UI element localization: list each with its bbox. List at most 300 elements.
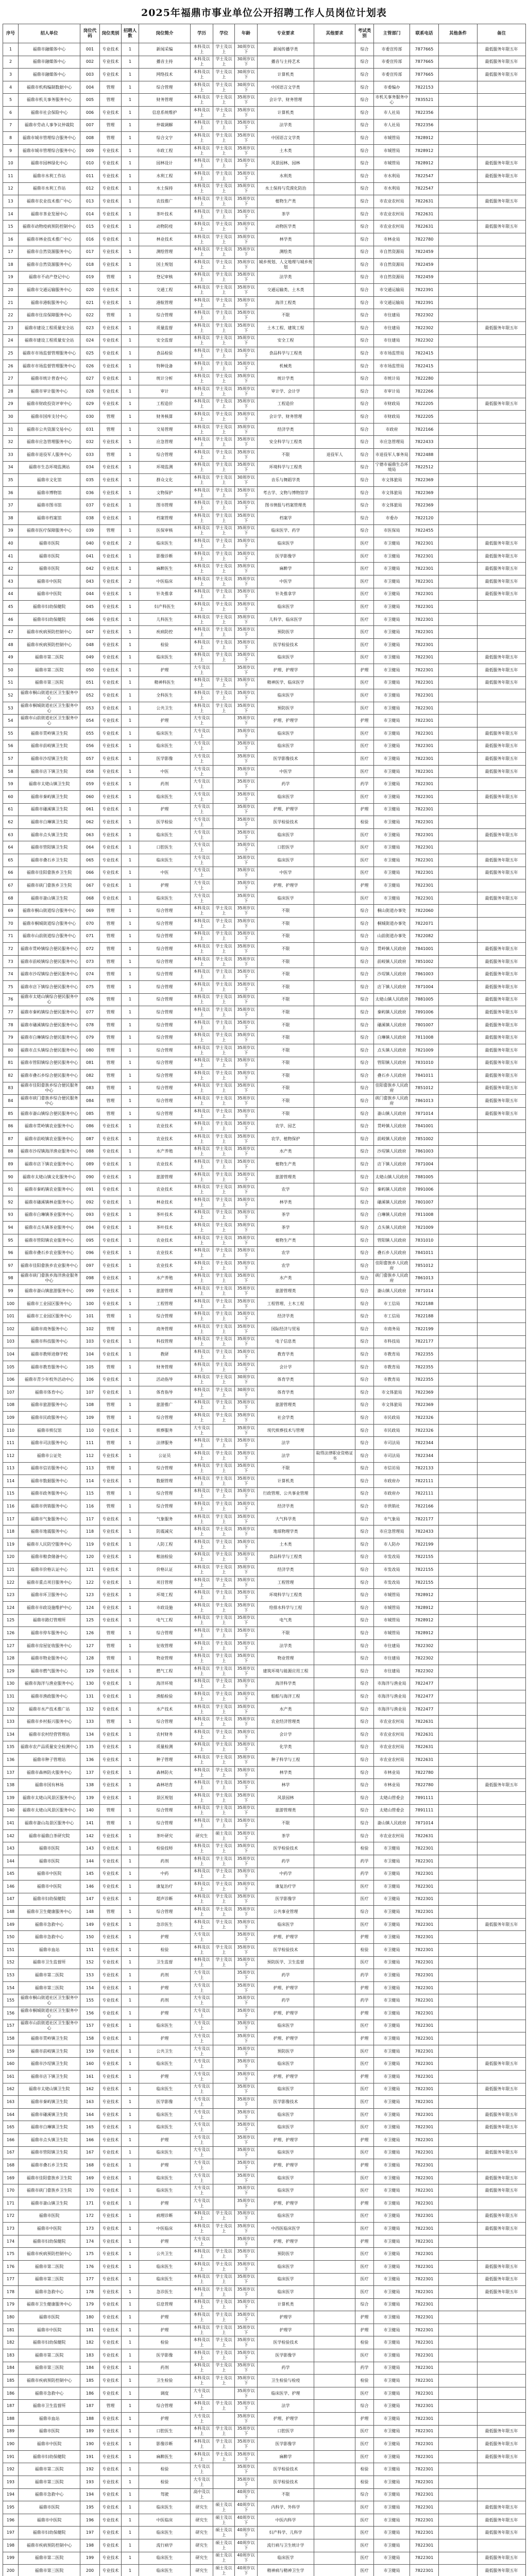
table-cell: 专业技术: [100, 398, 122, 411]
table-cell: 学士及以上: [213, 157, 235, 170]
table-cell: 本科及以上: [191, 1741, 213, 1754]
table-cell: 市卫健局: [374, 791, 410, 804]
table-cell: 学士及以上: [213, 1222, 235, 1234]
table-cell: [439, 2071, 478, 2083]
table-cell: 中医学: [258, 765, 314, 778]
table-cell: 067: [80, 879, 100, 892]
table-cell: 市卫健局: [374, 588, 410, 601]
table-cell: [439, 296, 478, 309]
table-cell: 综合: [355, 157, 374, 170]
table-cell: 学士及以上: [213, 56, 235, 69]
table-cell: 1: [122, 2463, 139, 2476]
table-cell: 福鼎市国库支付中心: [19, 411, 80, 423]
table-cell: 市卫健局: [374, 702, 410, 715]
table-cell: 035: [80, 474, 100, 487]
table-cell: 24: [3, 334, 19, 347]
table-cell: [439, 1855, 478, 1868]
table-cell: 1: [122, 221, 139, 233]
table-cell: 35周岁以下: [235, 588, 258, 601]
table-cell: 1: [122, 2273, 139, 2286]
table-cell: [314, 2476, 355, 2489]
table-cell: 1: [122, 588, 139, 601]
table-cell: [439, 1335, 478, 1348]
table-cell: [314, 765, 355, 778]
table-cell: 福鼎市嵛山镇综合便民服务中心: [19, 1107, 80, 1120]
table-cell: 管理: [100, 993, 122, 1006]
table-cell: 076: [80, 993, 100, 1006]
table-cell: 本科及以上: [191, 1386, 213, 1399]
table-cell: 本科及以上: [191, 1538, 213, 1551]
table-cell: 临床医学: [258, 740, 314, 753]
table-cell: [439, 1285, 478, 1298]
table-cell: 大专及以上: [191, 2133, 213, 2146]
table-row: [3, 1323, 526, 1335]
table-cell: 35周岁以下: [235, 1956, 258, 1969]
table-cell: 最低服务年限五年: [478, 791, 526, 804]
table-cell: 学士及以上: [213, 2286, 235, 2299]
table-row: [3, 1614, 526, 1627]
table-cell: 7822415: [410, 347, 439, 360]
table-cell: 茶叶技术: [139, 1222, 191, 1234]
table-cell: 35周岁以下: [235, 1868, 258, 1880]
table-cell: 1: [122, 943, 139, 956]
table-cell: 福鼎市白琳镇综合便民服务中心: [19, 1031, 80, 1044]
table-cell: 市卫健局: [374, 2210, 410, 2223]
table-cell: 130: [80, 1677, 100, 1690]
table-cell: 专业技术: [100, 1234, 122, 1247]
table-cell: 医疗: [355, 2565, 374, 2576]
table-cell: 市农业农村局: [374, 1829, 410, 1842]
table-cell: [478, 2387, 526, 2400]
table-cell: 市卫健局: [374, 816, 410, 829]
table-cell: 学士及以上: [213, 461, 235, 474]
table-cell: 学士及以上: [213, 119, 235, 132]
table-cell: 旅游管理: [139, 1171, 191, 1183]
table-row: [3, 1487, 526, 1500]
table-cell: 专业技术: [100, 2133, 122, 2146]
table-cell: 专业技术: [100, 334, 122, 347]
table-cell: 学士及以上: [213, 1639, 235, 1652]
table-cell: [314, 854, 355, 867]
table-cell: 7822301: [410, 2223, 439, 2235]
table-cell: [314, 1576, 355, 1589]
table-cell: 7822459: [410, 259, 439, 272]
table-cell: [478, 1513, 526, 1526]
table-cell: 116: [80, 1500, 100, 1513]
table-cell: 122: [3, 1576, 19, 1589]
table-cell: 综合管理: [139, 980, 191, 993]
table-cell: 福鼎市中医院: [19, 588, 80, 601]
table-body: [3, 43, 526, 2576]
table-cell: 169: [3, 2172, 19, 2184]
table-cell: 1: [122, 689, 139, 702]
table-cell: 检验: [355, 816, 374, 829]
table-cell: 林业技术: [139, 233, 191, 246]
table-cell: 1: [122, 1183, 139, 1196]
table-cell: 7822177: [410, 1513, 439, 1526]
table-cell: 福鼎市秦屿镇卫生院: [19, 2096, 80, 2109]
table-cell: 福鼎市气象服务中心: [19, 1513, 80, 1526]
table-cell: 1: [122, 702, 139, 715]
table-cell: 学士及以上: [213, 2375, 235, 2387]
table-cell: 最低服务年限五年: [478, 2172, 526, 2184]
table-cell: 141: [80, 1817, 100, 1830]
table-cell: [439, 1095, 478, 1108]
table-cell: 医疗: [355, 740, 374, 753]
table-cell: 128: [80, 1652, 100, 1665]
table-cell: 福鼎市数据服务中心: [19, 1475, 80, 1488]
table-cell: 学士及以上: [213, 1677, 235, 1690]
table-cell: 福鼎市重点项目服务中心: [19, 1576, 80, 1589]
table-row: [3, 1918, 526, 1931]
table-cell: [478, 1412, 526, 1425]
table-cell: [478, 512, 526, 524]
table-cell: 食品科学与工程类: [258, 347, 314, 360]
table-cell: 7822301: [410, 2197, 439, 2210]
table-cell: [478, 1855, 526, 1868]
table-cell: 7822301: [410, 715, 439, 727]
table-cell: 35周岁以下: [235, 1145, 258, 1158]
table-cell: 农业技术: [139, 1133, 191, 1146]
table-cell: 市卫健局: [374, 753, 410, 766]
table-cell: 本科及以上: [191, 1639, 213, 1652]
table-cell: 50: [3, 664, 19, 677]
table-cell: 国土规划: [139, 259, 191, 272]
table-cell: [314, 1070, 355, 1082]
table-cell: 35周岁以下: [235, 689, 258, 702]
table-cell: 22: [3, 309, 19, 322]
table-cell: 福鼎市卫生健康服务中心: [19, 2298, 80, 2311]
table-cell: 151: [80, 1944, 100, 1957]
table-cell: 会计学、财务管理: [258, 411, 314, 423]
table-cell: 175: [80, 2248, 100, 2261]
table-cell: 123: [3, 1589, 19, 1602]
table-cell: 综合: [355, 1171, 374, 1183]
table-cell: 市气象局: [374, 1513, 410, 1526]
table-cell: 7822301: [410, 2248, 439, 2261]
table-cell: 学士及以上: [213, 512, 235, 524]
table-cell: 52: [3, 689, 19, 702]
table-cell: 160: [80, 2058, 100, 2071]
table-cell: [439, 2273, 478, 2286]
table-cell: [314, 2146, 355, 2159]
table-cell: 市卫健局: [374, 2096, 410, 2109]
table-cell: 市卫健局: [374, 778, 410, 791]
table-cell: [314, 2210, 355, 2223]
table-cell: 168: [3, 2159, 19, 2172]
table-cell: 35周岁以下: [235, 1006, 258, 1019]
table-cell: 180: [3, 2311, 19, 2324]
table-row: [3, 436, 526, 449]
table-cell: [439, 1437, 478, 1450]
table-cell: 学士及以上: [213, 1804, 235, 1817]
table-cell: 综合: [355, 1095, 374, 1108]
table-cell: 福鼎市乡村振兴服务中心: [19, 1716, 80, 1728]
table-cell: 1: [122, 651, 139, 664]
table-cell: 102: [3, 1323, 19, 1335]
table-row: [3, 2260, 526, 2273]
table-row: [3, 1437, 526, 1450]
table-cell: [314, 2450, 355, 2463]
table-cell: [439, 486, 478, 499]
table-cell: [314, 1766, 355, 1779]
table-cell: 福鼎市市场监督管理服务中心: [19, 360, 80, 372]
table-cell: 7822301: [410, 651, 439, 664]
table-row: [3, 537, 526, 550]
table-cell: 103: [3, 1335, 19, 1348]
table-cell: 学士及以上: [213, 1690, 235, 1703]
table-row: [3, 1906, 526, 1919]
table-cell: [314, 2020, 355, 2032]
table-cell: 市农业农村局: [374, 221, 410, 233]
table-cell: 055: [80, 727, 100, 740]
table-cell: [439, 1500, 478, 1513]
table-cell: 052: [80, 689, 100, 702]
table-cell: 茶叶技术: [139, 1209, 191, 1222]
table-cell: 综合: [355, 246, 374, 259]
table-cell: 7822301: [410, 2438, 439, 2451]
table-cell: 专业技术: [100, 2184, 122, 2197]
table-cell: 不限: [258, 1817, 314, 1830]
table-cell: 110: [80, 1424, 100, 1437]
table-row: [3, 1564, 526, 1577]
table-cell: 大专及以上: [191, 2108, 213, 2121]
table-cell: 108: [3, 1399, 19, 1412]
table-cell: 福鼎市管阳镇综合便民服务中心: [19, 1057, 80, 1070]
table-cell: 本科及以上: [191, 1956, 213, 1969]
table-cell: 35周岁以下: [235, 2476, 258, 2489]
table-cell: 市卫健局: [374, 2565, 410, 2576]
table-cell: 177: [80, 2273, 100, 2286]
table-cell: 7822133: [410, 1462, 439, 1475]
table-cell: [213, 2488, 235, 2501]
table-row: [3, 2413, 526, 2426]
table-cell: 福鼎市港航服务中心: [19, 296, 80, 309]
table-cell: 148: [3, 1906, 19, 1919]
table-cell: 35周岁以下: [235, 398, 258, 411]
table-cell: 福鼎市疾病预防控制中心: [19, 626, 80, 639]
table-cell: 本科及以上: [191, 1044, 213, 1057]
table-cell: 最低服务年限五年: [478, 2108, 526, 2121]
table-cell: 本科及以上: [191, 1209, 213, 1222]
table-cell: 精神病与精神卫生学: [258, 2565, 314, 2576]
table-cell: 本科及以上: [191, 1070, 213, 1082]
table-row: [3, 854, 526, 867]
table-cell: [439, 917, 478, 930]
table-cell: 本科及以上: [191, 309, 213, 322]
table-cell: 35周岁以下: [235, 1335, 258, 1348]
table-cell: 7822415: [410, 360, 439, 372]
table-cell: 169: [80, 2172, 100, 2184]
table-row: [3, 182, 526, 195]
table-cell: [439, 2476, 478, 2489]
table-cell: [439, 2020, 478, 2032]
table-cell: 1: [122, 69, 139, 81]
table-cell: 077: [80, 1006, 100, 1019]
table-cell: 福鼎市疾病预防控制中心: [19, 638, 80, 651]
table-cell: 市卫健局: [374, 626, 410, 639]
table-cell: 150: [80, 1931, 100, 1944]
table-cell: [314, 271, 355, 284]
table-cell: 综合: [355, 398, 374, 411]
table-cell: 35周岁以下: [235, 765, 258, 778]
table-cell: [314, 1374, 355, 1386]
recruitment-table: [3, 24, 526, 2576]
table-cell: 福鼎市交通运输服务中心: [19, 284, 80, 297]
table-cell: 综合: [355, 1386, 374, 1399]
table-cell: 1: [122, 157, 139, 170]
table-cell: 学士及以上: [213, 1272, 235, 1285]
table-cell: 综合: [355, 1690, 374, 1703]
table-cell: 综合管理: [139, 1070, 191, 1082]
table-cell: 电子信息类: [258, 1335, 314, 1348]
table-cell: 专业技术: [100, 715, 122, 727]
table-cell: 7831010: [410, 1057, 439, 1070]
table-cell: [478, 1475, 526, 1488]
table-cell: 105: [80, 1361, 100, 1374]
table-cell: [439, 1374, 478, 1386]
table-cell: 最低服务年限五年: [478, 2146, 526, 2159]
table-cell: 临床医学: [258, 689, 314, 702]
table-row: [3, 1880, 526, 1893]
table-cell: [439, 2501, 478, 2514]
table-row: [3, 1183, 526, 1196]
table-cell: 35周岁以下: [235, 2311, 258, 2324]
table-cell: 专业技术: [100, 676, 122, 689]
table-cell: 107: [80, 1386, 100, 1399]
table-cell: 研究生: [191, 2514, 213, 2527]
table-cell: 数据管理: [139, 1475, 191, 1488]
table-row: [3, 2083, 526, 2096]
table-cell: 081: [80, 1057, 100, 1070]
table-cell: 福鼎市卫生健康服务中心: [19, 1906, 80, 1919]
table-cell: 1: [122, 2400, 139, 2413]
table-cell: 本科及以上: [191, 360, 213, 372]
table-cell: 106: [3, 1374, 19, 1386]
table-cell: [439, 2159, 478, 2172]
table-cell: 本科及以上: [191, 1817, 213, 1830]
table-cell: 质量检测: [139, 1741, 191, 1754]
table-cell: 161: [3, 2071, 19, 2083]
table-cell: [439, 1196, 478, 1209]
table-cell: 临床医生: [139, 727, 191, 740]
table-cell: 1: [122, 930, 139, 943]
table-cell: 市卫健局: [374, 2071, 410, 2083]
table-cell: 福鼎市机构编制数据中心: [19, 81, 80, 94]
table-cell: 1: [122, 1602, 139, 1615]
table-cell: [478, 816, 526, 829]
table-cell: 1: [122, 2311, 139, 2324]
table-cell: 本科及以上: [191, 1196, 213, 1209]
table-cell: 11: [3, 170, 19, 182]
table-cell: 183: [80, 2349, 100, 2362]
table-cell: 41: [3, 550, 19, 563]
table-cell: [213, 765, 235, 778]
table-cell: 市卫健局: [374, 2488, 410, 2501]
table-cell: [439, 980, 478, 993]
table-cell: 1: [122, 1855, 139, 1868]
table-cell: 33: [3, 449, 19, 462]
table-cell: 店下镇人民政府: [374, 980, 410, 993]
table-cell: 福鼎市叠石乡综合便民服务中心: [19, 1070, 80, 1082]
table-cell: 综合: [355, 1031, 374, 1044]
table-cell: 学士及以上: [213, 347, 235, 360]
table-cell: 专业技术: [100, 753, 122, 766]
table-cell: 7822488: [410, 449, 439, 462]
table-cell: 福鼎市档案馆: [19, 512, 80, 524]
table-row: [3, 411, 526, 423]
table-cell: 不限: [258, 2488, 314, 2501]
table-cell: [439, 69, 478, 81]
table-cell: [478, 1754, 526, 1767]
table-cell: 1: [122, 1323, 139, 1335]
table-cell: 福鼎市硖门畲族乡海洋渔业服务中心: [19, 1272, 80, 1285]
table-header-row: [3, 24, 526, 43]
table-cell: 1: [122, 94, 139, 107]
table-cell: 工程管理、土木工程: [258, 1297, 314, 1310]
table-cell: 173: [80, 2223, 100, 2235]
table-cell: 专业技术: [100, 1690, 122, 1703]
table-cell: 临床医学: [258, 1918, 314, 1931]
table-cell: 7851002: [410, 1133, 439, 1146]
table-cell: 最低服务年限五年: [478, 993, 526, 1006]
table-cell: 综合: [355, 182, 374, 195]
table-cell: 经济学类: [258, 1310, 314, 1323]
table-cell: 本科及以上: [191, 474, 213, 487]
table-cell: 7822631: [410, 195, 439, 208]
table-row: [3, 1868, 526, 1880]
table-cell: 市水利局: [374, 170, 410, 182]
table-cell: 最低服务年限五年: [478, 1057, 526, 1070]
table-cell: [478, 1424, 526, 1437]
table-cell: 综合管理: [139, 1044, 191, 1057]
table-cell: 152: [3, 1956, 19, 1969]
table-cell: 最低服务年限五年: [478, 2121, 526, 2134]
table-cell: 35周岁以下: [235, 1449, 258, 1462]
table-cell: 福鼎市急救中心: [19, 1918, 80, 1931]
table-cell: 学士及以上: [213, 2311, 235, 2324]
table-cell: 7822155: [410, 1564, 439, 1577]
table-cell: 工程造价: [139, 398, 191, 411]
table-cell: 175: [3, 2248, 19, 2261]
table-cell: [439, 715, 478, 727]
table-cell: [439, 2032, 478, 2045]
table-cell: 学士及以上: [213, 1133, 235, 1146]
table-cell: 市卫健局: [374, 2121, 410, 2134]
table-row: [3, 1551, 526, 1564]
table-cell: 25: [3, 347, 19, 360]
table-cell: 159: [3, 2045, 19, 2058]
table-row: [3, 461, 526, 474]
table-cell: 研究生: [191, 1829, 213, 1842]
table-cell: 1: [122, 1538, 139, 1551]
table-cell: 7822301: [410, 2298, 439, 2311]
table-cell: 102: [80, 1323, 100, 1335]
table-cell: 大专及以上: [191, 2184, 213, 2197]
table-cell: 市卫健局: [374, 1931, 410, 1944]
table-cell: [213, 2133, 235, 2146]
table-cell: [314, 1234, 355, 1247]
table-cell: 7822301: [410, 1880, 439, 1893]
table-cell: 5: [3, 94, 19, 107]
table-row: [3, 968, 526, 981]
table-cell: 1: [122, 1158, 139, 1171]
table-cell: 大专及以上: [191, 778, 213, 791]
table-cell: 妇产科学、儿科学: [258, 2527, 314, 2539]
table-cell: 1: [122, 2501, 139, 2514]
table-cell: [478, 259, 526, 272]
table-cell: 39: [3, 524, 19, 537]
